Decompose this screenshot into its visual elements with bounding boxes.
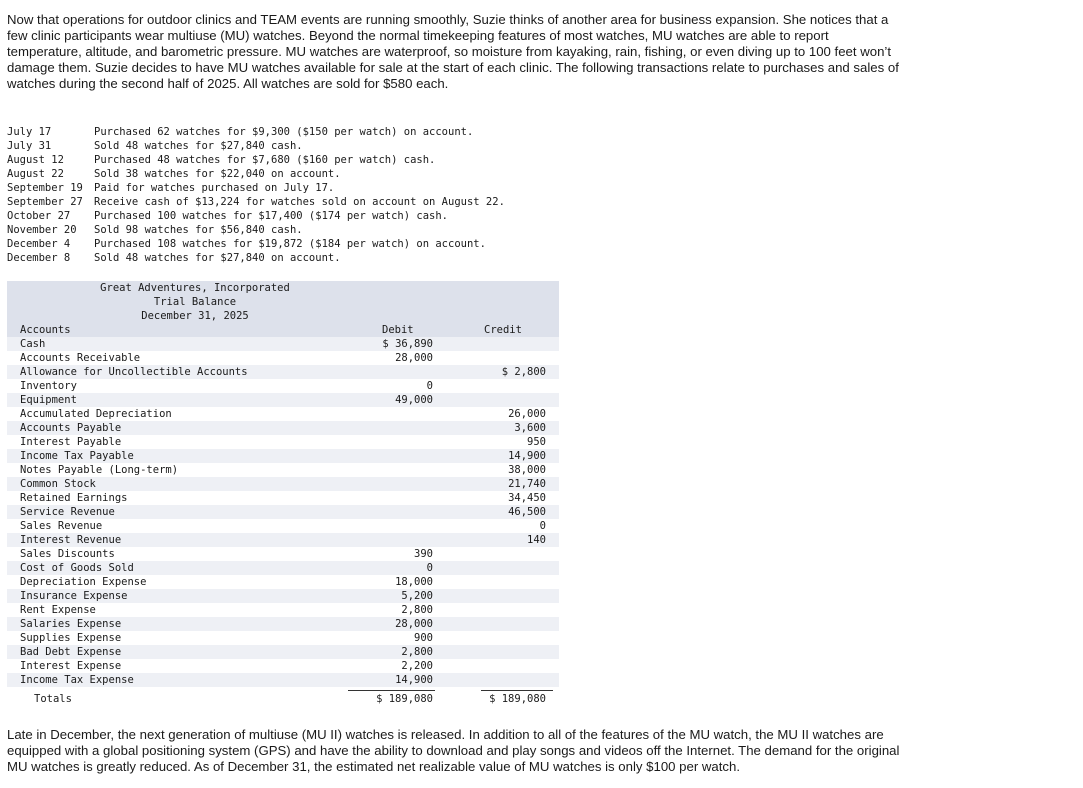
accounts-column-header: Accounts (20, 324, 71, 336)
debit-column-header: Debit (382, 324, 414, 336)
account-name: Bad Debt Expense (20, 646, 122, 658)
trial-balance-row (7, 379, 559, 393)
debit-amount: 390 (414, 548, 433, 560)
account-name: Income Tax Payable (20, 450, 134, 462)
account-name: Salaries Expense (20, 618, 122, 630)
trial-balance-row (7, 547, 559, 561)
transaction-description: Paid for watches purchased on July 17. (94, 182, 335, 194)
totals-row (7, 692, 559, 706)
account-name: Supplies Expense (20, 632, 122, 644)
company-name: Great Adventures, Incorporated (100, 282, 290, 294)
credit-amount: 14,900 (508, 450, 546, 462)
transaction-description: Receive cash of $13,224 for watches sold on account on August 22. (94, 196, 505, 208)
debit-amount: 0 (426, 380, 433, 392)
account-name: Retained Earnings (20, 492, 128, 504)
account-name: Income Tax Expense (20, 674, 134, 686)
trial-balance-row (7, 519, 559, 533)
transaction-date: July 31 (7, 140, 52, 152)
trial-balance-row (7, 617, 559, 631)
account-name: Sales Discounts (20, 548, 115, 560)
credit-amount: 21,740 (508, 478, 546, 490)
credit-amount: 3,600 (514, 422, 546, 434)
credit-amount: $ 2,800 (501, 366, 546, 378)
debit-amount: 2,800 (401, 604, 433, 616)
transaction-description: Sold 48 watches for $27,840 on account. (94, 252, 341, 264)
transaction-date: December 8 (7, 252, 71, 264)
account-name: Insurance Expense (20, 590, 128, 602)
trial-balance-row (7, 435, 559, 449)
debit-amount: 49,000 (395, 394, 433, 406)
debit-amount: 900 (414, 632, 433, 644)
transaction-description: Sold 98 watches for $56,840 cash. (94, 224, 303, 236)
credit-amount: 34,450 (508, 492, 546, 504)
account-name: Interest Expense (20, 660, 122, 672)
transaction-date: December 4 (7, 238, 71, 250)
credit-amount: 950 (527, 436, 546, 448)
transaction-date: July 17 (7, 126, 52, 138)
total-debit: $ 189,080 (376, 693, 433, 705)
account-name: Equipment (20, 394, 77, 406)
trial-balance-table (7, 281, 559, 707)
statement-date: December 31, 2025 (141, 310, 249, 322)
transaction-date: October 27 (7, 210, 71, 222)
credit-amount: 0 (539, 520, 546, 532)
trial-balance-row (7, 351, 559, 365)
transaction-description: Sold 48 watches for $27,840 cash. (94, 140, 303, 152)
transaction-description: Sold 38 watches for $22,040 on account. (94, 168, 341, 180)
trial-balance-row (7, 393, 559, 407)
trial-balance-row (7, 477, 559, 491)
credit-amount: 38,000 (508, 464, 546, 476)
debit-amount: 0 (426, 562, 433, 574)
credit-amount: 46,500 (508, 506, 546, 518)
debit-amount: 18,000 (395, 576, 433, 588)
trial-balance-row (7, 337, 559, 351)
transaction-description: Purchased 62 watches for $9,300 ($150 per watch) on account. (94, 126, 474, 138)
account-name: Cash (20, 338, 46, 350)
account-name: Interest Revenue (20, 534, 122, 546)
trial-balance-row (7, 463, 559, 477)
account-name: Accounts Payable (20, 422, 122, 434)
closing-paragraph: Late in December, the next generation of multiuse (MU II) watches is released. In addition to all of the features of the MU watch, the MU II watches are equipped with a global positioning system (GPS) and have the ability to download and play songs and videos off the Internet. The demand for the original MU watches is greatly reduced. As of December 31, the estimated net realizable value of MU watches is only $100 per watch. (7, 727, 900, 774)
transaction-date: September 19 (7, 182, 83, 194)
account-name: Common Stock (20, 478, 96, 490)
trial-balance-row (7, 659, 559, 673)
transaction-date: November 20 (7, 224, 77, 236)
trial-balance-row (7, 673, 559, 687)
credit-total-rule (481, 690, 553, 691)
account-name: Sales Revenue (20, 520, 103, 532)
intro-paragraph: Now that operations for outdoor clinics and TEAM events are running smoothly, Suzie thinks of another area for business expansion. She notices that a few clinic participants wear multiuse (MU) watches. Beyond the normal timekeeping features of most watches, MU watches are able to report temperature, altitude, and barometric pressure. MU watches are waterproof, so moisture from kayaking, rain, fishing, or even diving up to 100 feet won’t damage them. Suzie decides to have MU watches available for sale at the start of each clinic. The following transactions relate to purchases and sales of watches during the second half of 2025. All watches are sold for $580 each. (7, 12, 899, 91)
debit-amount: 14,900 (395, 674, 433, 686)
debit-amount: 28,000 (395, 618, 433, 630)
account-name: Cost of Goods Sold (20, 562, 134, 574)
credit-column-header: Credit (484, 324, 522, 336)
trial-balance-row (7, 365, 559, 379)
trial-balance-row (7, 449, 559, 463)
credit-amount: 140 (527, 534, 546, 546)
trial-balance-row (7, 533, 559, 547)
trial-balance-row (7, 589, 559, 603)
debit-amount: 28,000 (395, 352, 433, 364)
transaction-date: September 27 (7, 196, 83, 208)
account-name: Rent Expense (20, 604, 96, 616)
statement-title: Trial Balance (153, 296, 237, 308)
account-name: Allowance for Uncollectible Accounts (20, 366, 248, 378)
debit-amount: 2,200 (401, 660, 433, 672)
trial-balance-row (7, 575, 559, 589)
account-name: Interest Payable (20, 436, 122, 448)
debit-amount: 5,200 (401, 590, 433, 602)
debit-amount: $ 36,890 (382, 338, 433, 350)
totals-label: Totals (34, 693, 72, 705)
trial-balance-row (7, 407, 559, 421)
transaction-description: Purchased 100 watches for $17,400 ($174 per watch) cash. (94, 210, 449, 222)
debit-total-rule (348, 690, 435, 691)
account-name: Service Revenue (20, 506, 115, 518)
trial-balance-row (7, 491, 559, 505)
transaction-date: August 22 (7, 168, 64, 180)
trial-balance-row (7, 421, 559, 435)
account-name: Notes Payable (Long-term) (20, 464, 179, 476)
transaction-date: August 12 (7, 154, 64, 166)
debit-amount: 2,800 (401, 646, 433, 658)
account-name: Accumulated Depreciation (20, 408, 172, 420)
transaction-description: Purchased 108 watches for $19,872 ($184 per watch) on account. (94, 238, 486, 250)
account-name: Accounts Receivable (20, 352, 141, 364)
trial-balance-row (7, 505, 559, 519)
transaction-description: Purchased 48 watches for $7,680 ($160 per watch) cash. (94, 154, 436, 166)
account-name: Inventory (20, 380, 77, 392)
trial-balance-row (7, 603, 559, 617)
trial-balance-row (7, 631, 559, 645)
trial-balance-row (7, 645, 559, 659)
total-credit: $ 189,080 (489, 693, 546, 705)
account-name: Depreciation Expense (20, 576, 147, 588)
credit-amount: 26,000 (508, 408, 546, 420)
trial-balance-row (7, 561, 559, 575)
